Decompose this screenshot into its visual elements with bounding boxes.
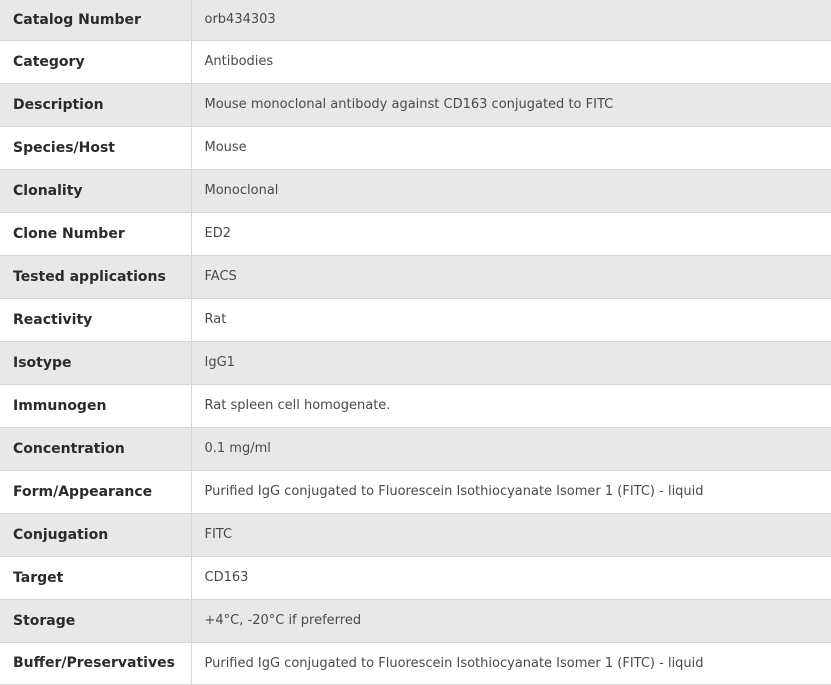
spec-value: IgG1 <box>191 341 831 384</box>
spec-key: Isotype <box>0 341 191 384</box>
spec-value: +4°C, -20°C if preferred <box>191 599 831 642</box>
spec-value: FITC <box>191 513 831 556</box>
spec-row-catalog-number <box>0 0 831 40</box>
spec-key: Clonality <box>0 169 191 212</box>
spec-value: ED2 <box>191 212 831 255</box>
spec-row-buffer-preservatives <box>0 642 831 684</box>
spec-key: Clone Number <box>0 212 191 255</box>
spec-key: Tested applications <box>0 255 191 298</box>
spec-value: Rat <box>191 298 831 341</box>
spec-key: Storage <box>0 599 191 642</box>
spec-row-species-host <box>0 126 831 169</box>
spec-row-clonality <box>0 169 831 212</box>
spec-value: CD163 <box>191 556 831 599</box>
spec-key: Catalog Number <box>0 0 191 40</box>
spec-value: Purified IgG conjugated to Fluorescein Isothiocyanate Isomer 1 (FITC) - liquid <box>191 642 831 684</box>
spec-key: Conjugation <box>0 513 191 556</box>
spec-value: Purified IgG conjugated to Fluorescein Isothiocyanate Isomer 1 (FITC) - liquid <box>191 470 831 513</box>
spec-value: FACS <box>191 255 831 298</box>
spec-key: Concentration <box>0 427 191 470</box>
spec-key: Category <box>0 40 191 83</box>
spec-row-conjugation <box>0 513 831 556</box>
spec-value: Mouse monoclonal antibody against CD163 conjugated to FITC <box>191 83 831 126</box>
spec-value: Rat spleen cell homogenate. <box>191 384 831 427</box>
spec-value: Mouse <box>191 126 831 169</box>
spec-value: Antibodies <box>191 40 831 83</box>
spec-row-clone-number <box>0 212 831 255</box>
spec-key: Immunogen <box>0 384 191 427</box>
spec-key: Buffer/Preservatives <box>0 642 191 684</box>
spec-key: Species/Host <box>0 126 191 169</box>
spec-row-description <box>0 83 831 126</box>
spec-row-immunogen <box>0 384 831 427</box>
spec-value: 0.1 mg/ml <box>191 427 831 470</box>
spec-row-category <box>0 40 831 83</box>
spec-row-isotype <box>0 341 831 384</box>
spec-value: orb434303 <box>191 0 831 40</box>
spec-key: Target <box>0 556 191 599</box>
spec-row-concentration <box>0 427 831 470</box>
spec-value: Monoclonal <box>191 169 831 212</box>
spec-key: Description <box>0 83 191 126</box>
spec-row-storage <box>0 599 831 642</box>
spec-row-form-appearance <box>0 470 831 513</box>
spec-key: Reactivity <box>0 298 191 341</box>
spec-row-tested-applications <box>0 255 831 298</box>
spec-row-reactivity <box>0 298 831 341</box>
spec-row-target <box>0 556 831 599</box>
spec-key: Form/Appearance <box>0 470 191 513</box>
